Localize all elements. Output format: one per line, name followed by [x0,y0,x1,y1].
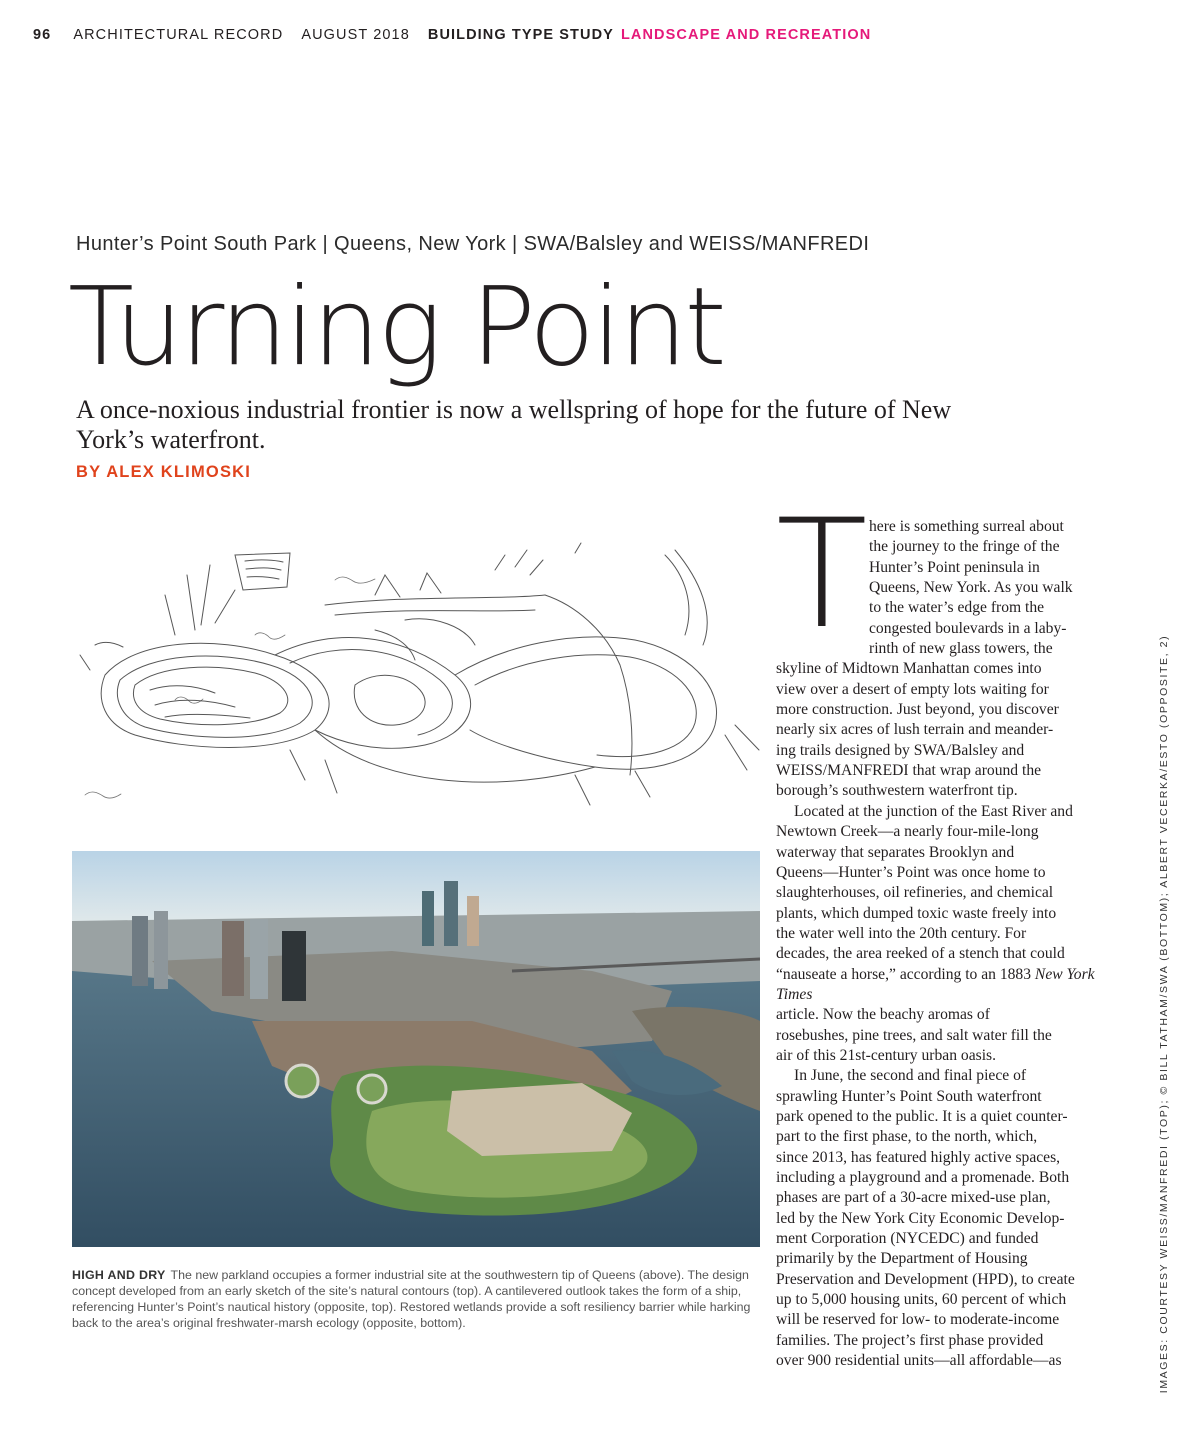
article-body [776,488,1112,1371]
sky [72,851,760,921]
project-kicker: Hunter’s Point South Park | Queens, New York | SWA/Balsley and WEISS/MANFREDI [76,233,870,255]
body-line: Queens, New York. As you walk [869,579,1073,597]
body-line: In June, the second and final piece of [794,1067,1027,1085]
body-line: rosebushes, pine trees, and salt water fill the [776,1026,1052,1044]
body-line: slaughterhouses, oil refineries, and chemical [776,884,1054,902]
concept-sketch-image [75,535,760,820]
body-line: park opened to the public. It is a quiet counter- [776,1107,1068,1125]
paragraph-2 [776,802,1112,1066]
round-lawn [286,1065,318,1097]
body-line: since 2013, has featured highly active spaces, [776,1148,1061,1166]
body-line: here is something surreal about [869,518,1064,535]
sketch-linework [80,543,759,805]
article-dek: A once-noxious industrial frontier is now a wellspring of hope for the future of New York’s waterfront. [76,395,952,454]
body-line: ment Corporation (NYCEDC) and funded [776,1230,1039,1248]
photo-credit-text: IMAGES: COURTESY WEISS/MANFREDI (TOP); © BILL TATHAM/SWA (BOTTOM); ALBERT VECERKA/ESTO (OPPOSITE, 2) [1158,634,1170,1394]
newspaper-title: New York Times [776,965,1095,1003]
body-line: WEISS/MANFREDI that wrap around the [776,762,1042,780]
body-line: led by the New York City Economic Develop- [776,1209,1065,1227]
body-line: Newtown Creek—a nearly four-mile-long [776,823,1039,841]
drop-cap: T [776,488,868,662]
body-line: plants, which dumped toxic waste freely into [776,904,1057,922]
body-line: Hunter’s Point peninsula in [869,558,1040,576]
body-line: more construction. Just beyond, you discover [776,701,1059,719]
body-line: “nauseate a horse,” according to an 1883 [776,965,1035,983]
body-line: borough’s southwestern waterfront tip. [776,782,1018,800]
image-caption [72,1267,762,1331]
body-line: part to the first phase, to the north, which, [776,1128,1038,1146]
page-number: 96 [33,27,52,43]
caption-lead: HIGH AND DRY [72,1268,166,1282]
sketch-annotations [85,577,375,798]
body-line: rinth of new glass towers, the [869,640,1053,658]
issue-date: AUGUST 2018 [301,27,410,43]
section-label: LANDSCAPE AND RECREATION [620,27,872,43]
body-line: nearly six acres of lush terrain and meander- [776,721,1054,739]
body-line: view over a desert of empty lots waiting for [776,680,1049,698]
body-line: families. The project’s first phase provided [776,1331,1044,1349]
body-line: to the water’s edge from the [869,599,1045,617]
body-line: over 900 residential units—all affordable—as [776,1352,1062,1370]
pier-lawn [358,1075,386,1103]
body-line: air of this 21st-century urban oasis. [776,1046,996,1064]
article-title: Turning Point [68,265,724,390]
body-line: including a playground and a promenade. Both [776,1169,1070,1186]
body-line: Queens—Hunter’s Point was once home to [776,863,1046,881]
body-line: congested boulevards in a laby- [869,619,1067,637]
body-line: article. Now the beachy aromas of [776,1006,990,1024]
running-header [33,24,871,46]
byline: BY ALEX KLIMOSKI [76,463,252,481]
body-line: sprawling Hunter’s Point South waterfront [776,1087,1042,1105]
body-line: will be reserved for low- to moderate-income [776,1311,1060,1329]
body-line: ing trails designed by SWA/Balsley and [776,741,1025,759]
paragraph-3 [776,1066,1112,1371]
body-line: the journey to the fringe of the [869,538,1060,556]
body-line: waterway that separates Brooklyn and [776,843,1015,861]
study-label: BUILDING TYPE STUDY [427,27,614,43]
body-line: up to 5,000 housing units, 60 percent of which [776,1291,1067,1309]
aerial-photo-image [72,851,760,1247]
body-line: Preservation and Development (HPD), to create [776,1270,1075,1288]
body-line: skyline of Midtown Manhattan comes into [776,660,1042,678]
body-line: Located at the junction of the East River and [794,802,1073,820]
body-line: decades, the area reeked of a stench that could [776,945,1065,963]
body-line: the water well into the 20th century. For [776,924,1027,942]
body-line: primarily by the Department of Housing [776,1250,1028,1268]
caption-text: The new parkland occupies a former industrial site at the southwestern tip of Queens (above). The design concept developed from an early sketch of the site’s natural contours (top). A cantilevered outlook takes the form of a ship, referencing Hunter’s Point’s nautical history (opposite, top). Restored wetlands provide a soft resiliency barrier while harking back to the area’s original freshwater-marsh ecology (opposite, bottom). [72,1268,751,1330]
body-line: phases are part of a 30-acre mixed-use plan, [776,1189,1051,1207]
magazine-name: ARCHITECTURAL RECORD [73,27,284,43]
